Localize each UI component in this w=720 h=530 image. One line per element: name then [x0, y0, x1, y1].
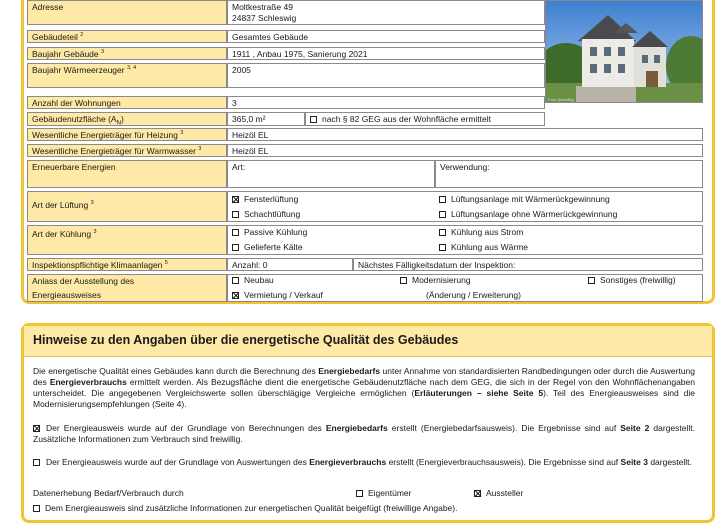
value-energietraeger-warmwasser: Heizöl EL [227, 144, 703, 157]
value-energietraeger-heizung: Heizöl EL [227, 128, 703, 141]
label-anlass: Anlass der Ausstellung des Energieausweises [27, 274, 227, 302]
label-lueftung: Art der Lüftung $^3$ [27, 191, 227, 222]
option-kuehlung-strom[interactable]: Kühlung aus Strom [439, 227, 523, 238]
checkbox-lueftungsanlage-ohne[interactable] [439, 211, 446, 218]
option-neubau[interactable]: Neubau [232, 275, 274, 286]
checkbox-verbrauchsausweis[interactable] [33, 459, 40, 466]
label-energietraeger-heizung: Wesentliche Energieträger für Heizung $^3$ [27, 128, 227, 141]
option-eigentuemer[interactable]: Eigentümer [356, 488, 411, 499]
option-zusatzinfo[interactable]: Dem Energieausweis sind zusätzliche Informationen zur energetischen Qualität beigefügt (freiwillige Angabe). [33, 503, 457, 514]
label-datenerhebung: Datenerhebung Bedarf/Verbrauch durch [33, 488, 184, 498]
option-sonstiges[interactable]: Sonstiges (freiwillig) [588, 275, 676, 286]
checkbox-schachtlueftung[interactable] [232, 211, 239, 218]
checkbox-modernisierung[interactable] [400, 277, 407, 284]
checkbox-neubau[interactable] [232, 277, 239, 284]
hinweise-title: Hinweise zu den Angaben über die energetische Qualität des Gebäudes [33, 333, 459, 347]
label-kuehlung: Art der Kühlung $^3$ [27, 225, 227, 255]
option-fensterlueftung[interactable]: Fensterlüftung [232, 194, 298, 205]
checkbox-kuehlung-waerme[interactable] [439, 244, 446, 251]
checkbox-lueftungsanlage-mit[interactable] [439, 196, 446, 203]
label-klimaanlagen: Inspektionspflichtige Klimaanlagen $^5$ [27, 258, 227, 271]
checkbox-gelieferte-kaelte[interactable] [232, 244, 239, 251]
option-vermietung-verkauf[interactable]: Vermietung / Verkauf [232, 290, 323, 301]
checkbox-vermietung-verkauf[interactable] [232, 292, 239, 299]
value-erneuerbare-art: Art: [227, 160, 435, 188]
option-schachtlueftung[interactable]: Schachtlüftung [232, 209, 300, 220]
value-gebaeudeteil: Gesamtes Gebäude [227, 30, 545, 43]
label-anzahl-wohnungen: Anzahl der Wohnungen [27, 96, 227, 109]
option-aussteller[interactable]: Aussteller [474, 488, 523, 499]
option-lueftungsanlage-mit[interactable]: Lüftungsanlage mit Wärmerückgewinnung [439, 194, 610, 205]
value-klimaanlagen-anzahl: Anzahl: 0 [227, 258, 353, 271]
checkbox-fensterlueftung[interactable] [232, 196, 239, 203]
checkbox-passive-kuehlung[interactable] [232, 229, 239, 236]
label-gebaeudeteil: Gebäudeteil $^2$ [27, 30, 227, 43]
label-nutzflaeche: Gebäudenutzfläche $(A_N)$ [27, 112, 227, 126]
checkbox-sonstiges[interactable] [588, 277, 595, 284]
value-anzahl-wohnungen: 3 [227, 96, 545, 109]
value-nutzflaeche: 365,0 m² [227, 112, 305, 126]
checkbox-zusatzinfo[interactable] [33, 505, 40, 512]
option-modernisierung[interactable]: Modernisierung [400, 275, 471, 286]
value-erneuerbare-verwendung: Verwendung: [435, 160, 703, 188]
label-baujahr-waermeerzeuger: Baujahr Wärmeerzeuger $^{3, 4}$ [27, 63, 227, 88]
option-passive-kuehlung[interactable]: Passive Kühlung [232, 227, 307, 238]
checkbox-gegp82[interactable] [310, 116, 317, 123]
checkbox-eigentuemer[interactable] [356, 490, 363, 497]
hinweise-intro: Die energetische Qualität eines Gebäudes kann durch die Berechnung des Energiebedarfs unter Annahme von standardisierten Randbedingungen oder durch die Auswertung des Energieverbrauchs ermittelt werden. Als Bezugsfläche dient die energetische Gebäudenutzfläche nach dem GEG, die sich in der Regel von den Wohnflächenangaben unterscheidet. Die angegebenen Vergleichswerte sollen überschlägige Vergleiche ermöglichen (Erläuterungen – siehe Seite 5). Teil des Energieausweises sind die Modernisierungsempfehlungen (Seite 4). [33, 366, 695, 409]
label-baujahr-gebaeude: Baujahr Gebäude $^3$ [27, 47, 227, 60]
photo-caption: Foto (freiwillig) [548, 97, 575, 102]
value-baujahr-gebaeude: 1911 , Anbau 1975, Sanierung 2021 [227, 47, 545, 60]
checkbox-bedarfsausweis[interactable] [33, 425, 40, 432]
option-gelieferte-kaelte[interactable]: Gelieferte Kälte [232, 242, 303, 253]
option-verbrauchsausweis[interactable]: Der Energieausweis wurde auf der Grundlage von Auswertungen des Energieverbrauchs erstellt (Energieverbrauchsausweis). Die Ergebnisse sind auf Seite 3 dargestellt. [33, 457, 695, 468]
label-adresse: Adresse [27, 0, 227, 25]
value-baujahr-waermeerzeuger: 2005 [227, 63, 545, 88]
value-adresse: Moltkestraße 49 24837 Schleswig [227, 0, 545, 25]
option-kuehlung-waerme[interactable]: Kühlung aus Wärme [439, 242, 528, 253]
option-nutzflaeche-gegp82[interactable]: nach § 82 GEG aus der Wohnfläche ermittelt [305, 112, 545, 126]
label-erneuerbare: Erneuerbare Energien [27, 160, 227, 188]
label-energietraeger-warmwasser: Wesentliche Energieträger für Warmwasser $^3$ [27, 144, 227, 157]
building-photo [545, 0, 703, 103]
option-bedarfsausweis[interactable]: Der Energieausweis wurde auf der Grundlage von Berechnungen des Energiebedarfs erstellt (Energiebedarfsausweis). Die Ergebnisse sind auf Seite 2 dargestellt. Zusätzliche Informationen zum Verbrauch sind freiwillig. [33, 423, 695, 444]
option-lueftungsanlage-ohne[interactable]: Lüftungsanlage ohne Wärmerückgewinnung [439, 209, 617, 220]
checkbox-kuehlung-strom[interactable] [439, 229, 446, 236]
checkbox-aussteller[interactable] [474, 490, 481, 497]
label-modernisierung-detail: (Änderung / Erweiterung) [426, 290, 521, 300]
value-klimaanlagen-faellig: Nächstes Fälligkeitsdatum der Inspektion: [353, 258, 703, 271]
